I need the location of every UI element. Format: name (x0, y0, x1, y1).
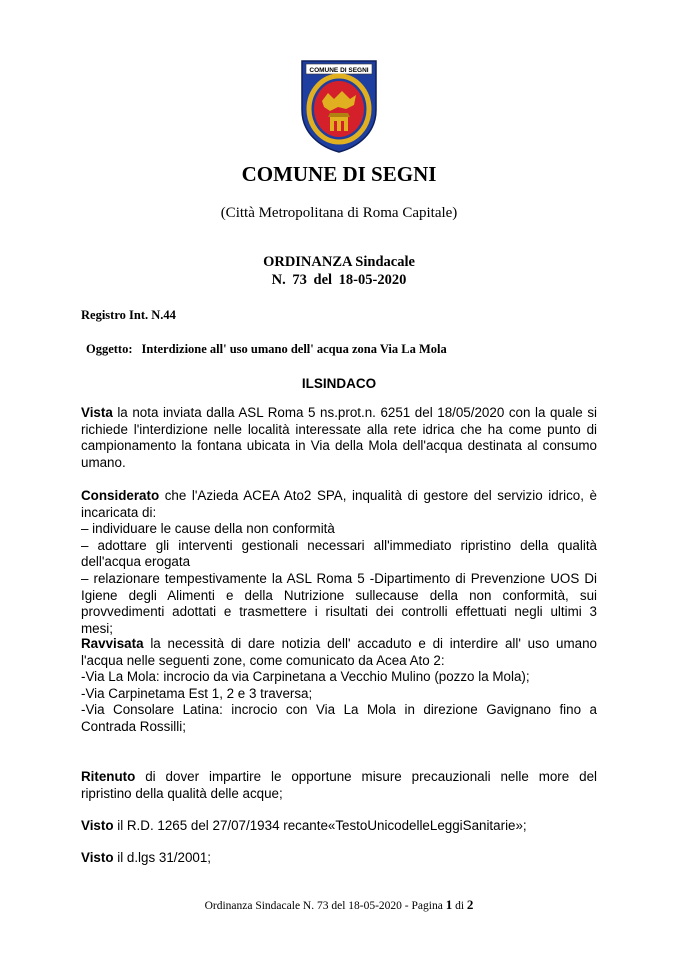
ritenuto-keyword: Ritenuto (81, 769, 136, 784)
vista-line: campionamento la fontana ubicata in Via della Mola dell'acqua destinata al consumo (81, 438, 597, 454)
vista-line: richiede l'interdizione nelle località interessate alla rete idrica che ha come punto di (81, 421, 597, 437)
ravvisata-line: -Via La Mola: incrocio da via Carpinetana a Vecchio Mulino (pozzo la Mola); (81, 669, 530, 685)
ravvisata-line: Ravvisata la necessità di dare notizia dell' accaduto e di interdire all' uso umano (81, 636, 597, 651)
oggetto-label: Oggetto: (86, 342, 133, 356)
visto-rd-text: il R.D. 1265 del 27/07/1934 recante«TestoUnicodelleLeggiSanitarie»; (113, 818, 527, 833)
considerato-line: mesi; (81, 620, 113, 636)
considerato-line: – relazionare tempestivamente la ASL Roma 5 -Dipartimento di Prevenzione UOS Di (81, 570, 597, 586)
considerato-line: – individuare le cause della non conformità (81, 521, 335, 537)
ordinance-heading: ORDINANZA Sindacale (263, 254, 415, 270)
vista-line: umano. (81, 454, 126, 470)
considerato-line: provvedimenti adottati e trasmettere i risultati dei controlli effettuati negli ultimi 3 (81, 604, 597, 620)
page-footer (0, 897, 678, 913)
ravvisata-line: l'acqua nelle seguenti zone, come comunicato da Acea Ato 2: (81, 652, 445, 668)
ravvisata-keyword: Ravvisata (81, 636, 144, 651)
page-title: COMUNE DI SEGNI (241, 162, 437, 186)
paragraph-ritenuto (81, 769, 597, 802)
considerato-line: – adottare gli interventi gestionali necessari all'immediato ripristino della qualità (81, 537, 597, 553)
ordinance-number: N. 73 del 18-05-2020 (271, 272, 407, 288)
ravvisata-line: -Via Consolare Latina: incrocio con Via La Mola in direzione Gavignano fino a (81, 702, 597, 718)
considerato-line: Igiene degli Alimenti e della Nutrizione sullecause della non conformità, sui (81, 587, 597, 603)
paragraph-considerato (81, 488, 597, 637)
ritenuto-line: Ritenuto di dover impartire le opportune misure precauzionali nelle more del (81, 769, 597, 784)
vista-line: Vista la nota inviata dalla ASL Roma 5 ns.prot.n. 6251 del 18/05/2020 con la quale si (81, 405, 597, 420)
considerato-line: Considerato che l'Azieda ACEA Ato2 SPA, inqualità di gestore del servizio idrico, è (81, 488, 597, 503)
footer-text: Ordinanza Sindacale N. 73 del 18-05-2020 - Pagina (204, 900, 443, 912)
considerato-line: incaricata di: (81, 504, 157, 520)
considerato-keyword: Considerato (81, 488, 160, 503)
visto-dlgs-text: il d.lgs 31/2001; (113, 850, 212, 865)
paragraph-visto-rd (81, 818, 597, 835)
visto-keyword: Visto (81, 850, 114, 865)
visto-keyword: Visto (81, 818, 114, 833)
il-sindaco-heading: ILSINDACO (301, 376, 377, 391)
footer-total-pages: 2 (466, 897, 474, 912)
ritenuto-line: ripristino della qualità delle acque; (81, 785, 283, 801)
considerato-line: dell'acqua erogata (81, 554, 191, 570)
crest-banner-text: COMUNE DI SEGNI (309, 67, 369, 74)
oggetto-line (86, 342, 447, 357)
page-subtitle: (Città Metropolitana di Roma Capitale) (220, 205, 458, 221)
footer-page-number: 1 (445, 897, 453, 912)
paragraph-ravvisata (81, 636, 597, 736)
ravvisata-line: Contrada Rossilli; (81, 718, 186, 734)
footer-of: di (455, 900, 465, 912)
comune-di-segni-crest-icon (298, 55, 380, 153)
paragraph-vista (81, 405, 597, 471)
oggetto-text: Interdizione all' uso umano dell' acqua zona Via La Mola (141, 342, 447, 356)
vista-keyword: Vista (81, 405, 113, 420)
paragraph-visto-dlgs (81, 850, 597, 867)
registro-number: Registro Int. N.44 (81, 308, 176, 322)
ravvisata-line: -Via Carpinetama Est 1, 2 e 3 traversa; (81, 685, 313, 701)
